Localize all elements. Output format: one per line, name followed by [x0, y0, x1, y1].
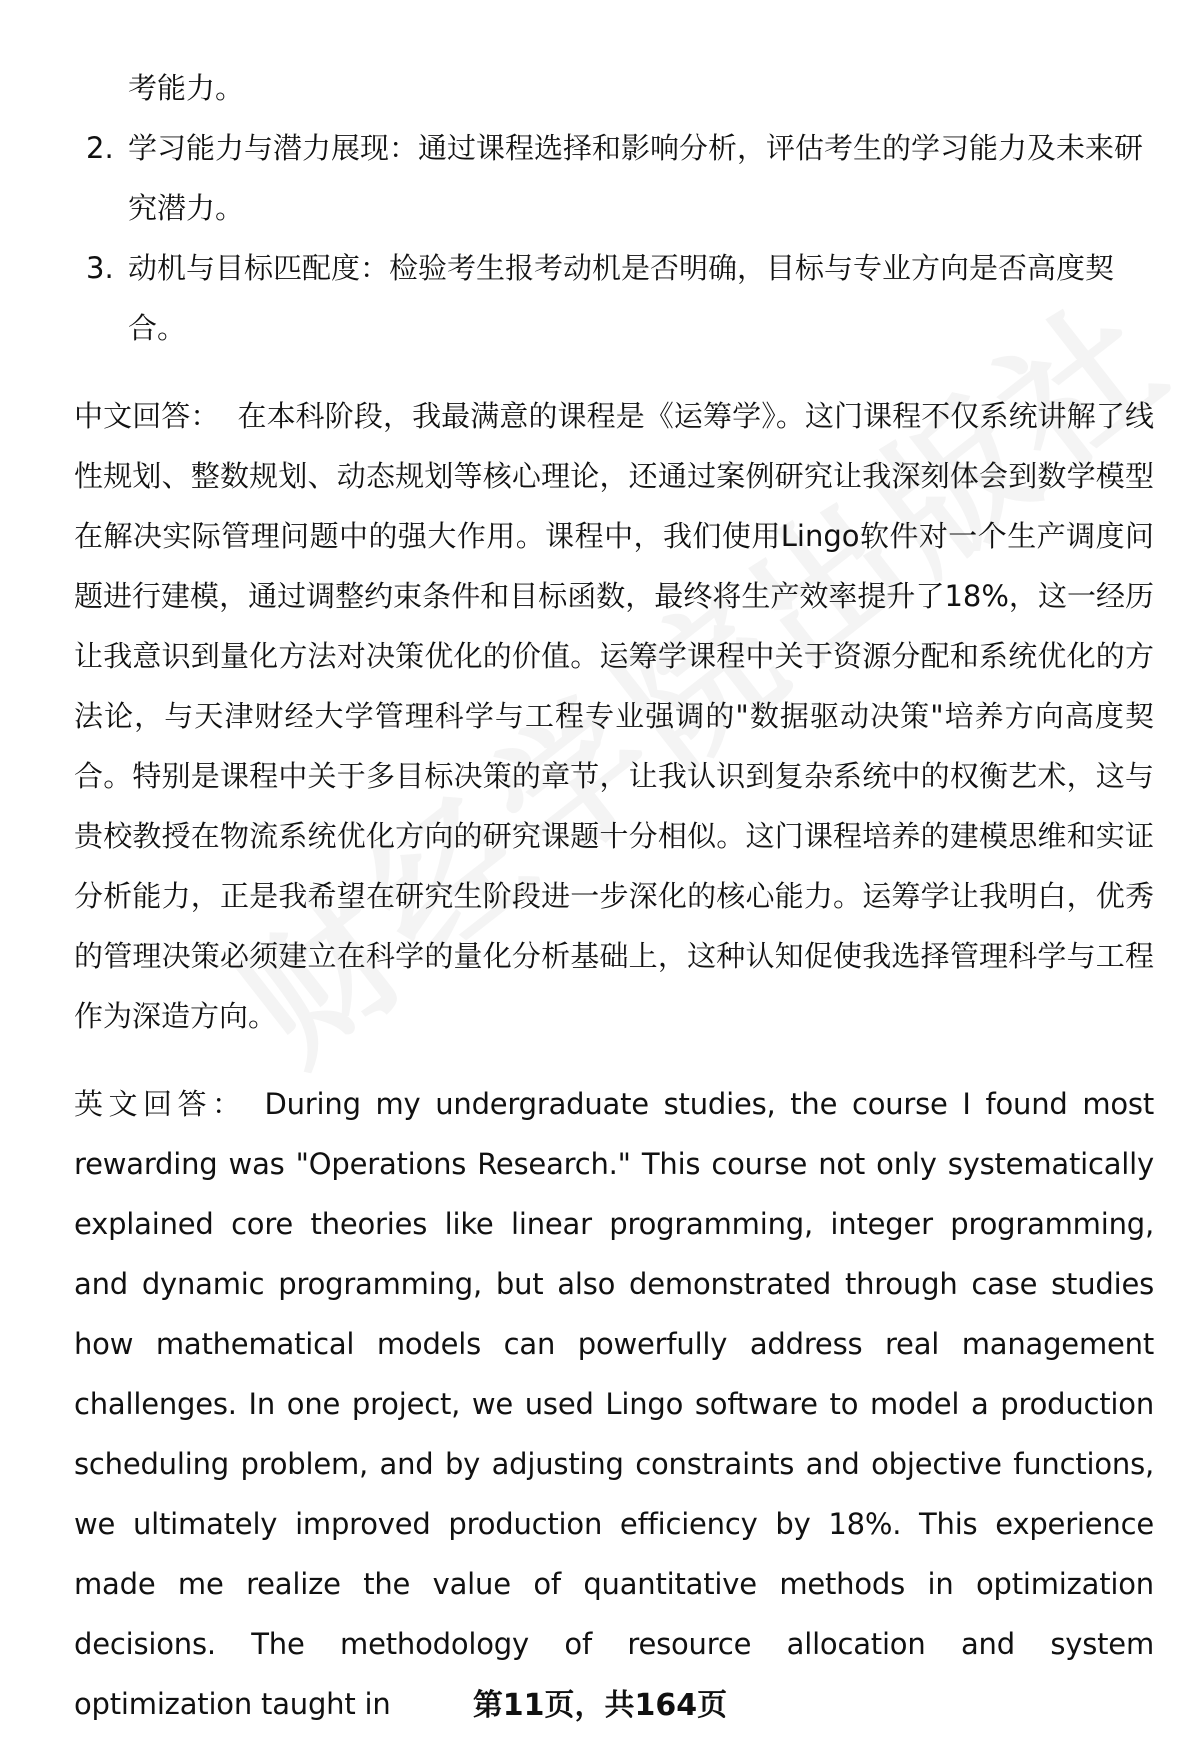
list-item-continuation [128, 58, 1154, 118]
list-text: 学习能力与潜力展现：通过课程选择和影响分析，评估考生的学习能力及未来研究潜力。 [128, 131, 1144, 225]
list-text: 动机与目标匹配度：检验考生报考动机是否明确，目标与专业方向是否高度契合。 [128, 251, 1115, 345]
continuation-text: 考能力。 [128, 71, 245, 105]
english-answer-paragraph [74, 1074, 1154, 1734]
list-number: 2. [86, 131, 114, 165]
chinese-answer-paragraph [74, 386, 1154, 1046]
list-item [86, 118, 1154, 238]
english-answer-label: 英文回答： [74, 1087, 247, 1121]
criteria-list [74, 58, 1154, 358]
chinese-answer-text: 在本科阶段，我最满意的课程是《运筹学》。这门课程不仅系统讲解了线性规划、整数规划、动态规划等核心理论，还通过案例研究让我深刻体会到数学模型在解决实际管理问题中的强大作用。课程中，我们使用Lingo软件对一个生产调度问题进行建模，通过调整约束条件和目标函数，最终将生产效率提升了18%，这一经历让我意识到量化方法对决策优化的价值。运筹学课程中关于资源分配和系统优化的方法论，与天津财经大学管理科学与工程专业强调的"数据驱动决策"培养方向高度契合。特别是课程中关于多目标决策的章节，让我认识到复杂系统中的权衡艺术，这与贵校教授在物流系统优化方向的研究课题十分相似。这门课程培养的建模思维和实证分析能力，正是我希望在研究生阶段进一步深化的核心能力。运筹学让我明白，优秀的管理决策必须建立在科学的量化分析基础上，这种认知促使我选择管理科学与工程作为深造方向。 [74, 399, 1154, 1033]
page-number-footer: 第11页，共164页 [472, 1688, 728, 1723]
english-answer-text: During my undergraduate studies, the course I found most rewarding was "Operations Research." This course not only systematically explained core theories like linear programming, integer programming, and dynamic programming, but also demonstrated through case studies how mathematical models can powerfully address real management challenges. In one project, we used Lingo software to model a production scheduling problem, and by adjusting constraints and objective functions, we ultimately improved production efficiency by 18%. This experience made me realize the value of quantitative methods in optimization decisions. The methodology of resource allocation and system optimization taught in [74, 1087, 1154, 1721]
list-number: 3. [86, 251, 114, 285]
list-item [86, 238, 1154, 358]
page-content [74, 58, 1154, 1734]
chinese-answer-label: 中文回答： [74, 399, 220, 433]
